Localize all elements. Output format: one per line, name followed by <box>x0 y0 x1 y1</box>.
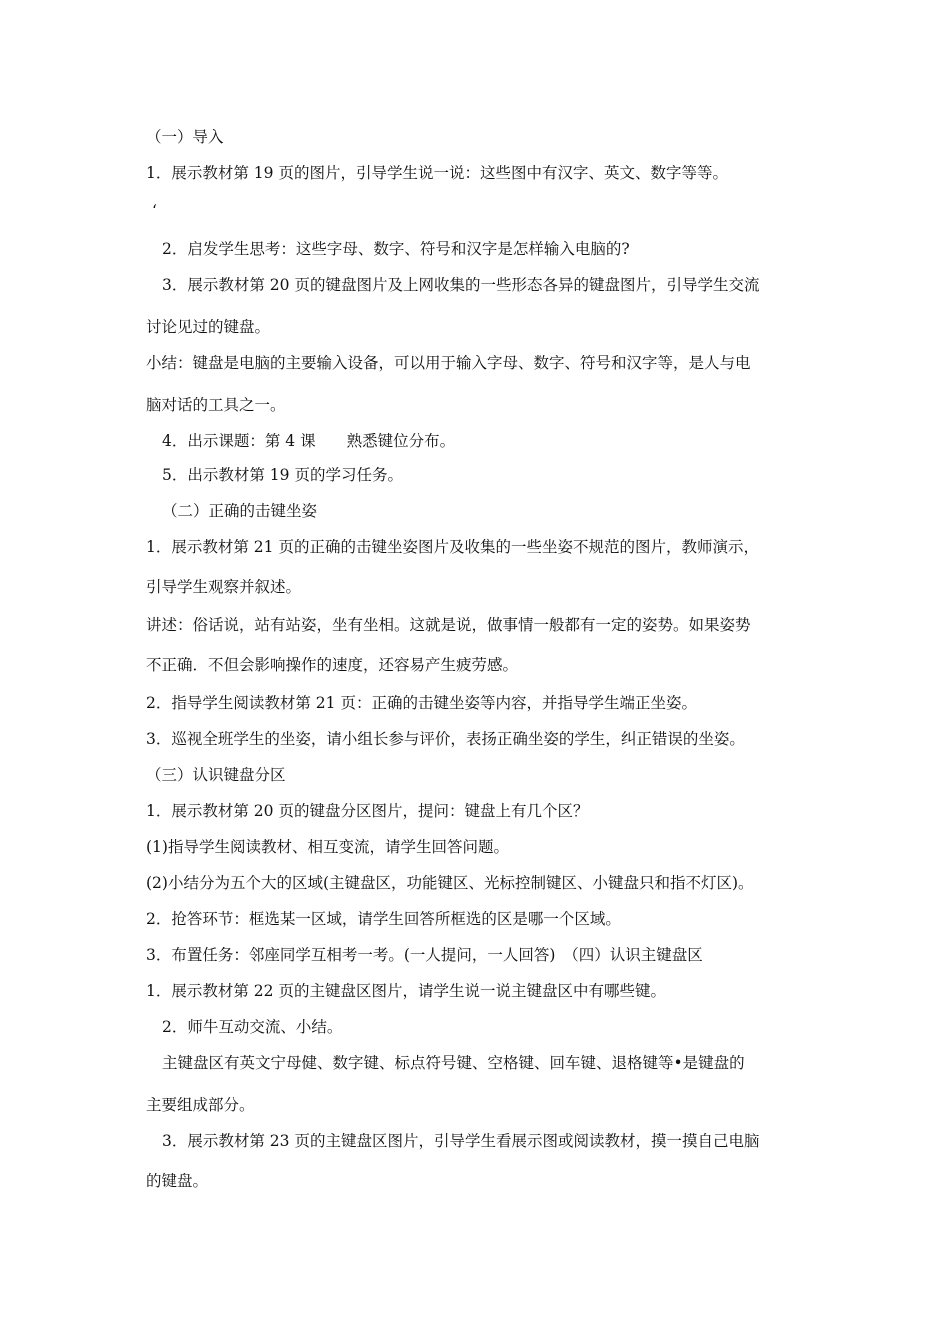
paragraph-line: 主要组成部分。 <box>146 1096 255 1114</box>
paragraph-line: 的键盘。 <box>146 1172 209 1190</box>
paragraph-line: 1．展示教材第 22 页的主键盘区图片，请学生说一说主键盘区中有哪些键。 <box>146 982 666 1000</box>
paragraph-line: 3．展示教材第 23 页的主键盘区图片，引导学生看展示图或阅读教材，摸一摸自己电脑 <box>162 1132 760 1150</box>
paragraph-line: 小结：键盘是电脑的主要输入设备，可以用于输入字母、数字、符号和汉字等，是人与电 <box>146 354 751 372</box>
paragraph-line: 2．启发学生思考：这些字母、数字、符号和汉字是怎样输入电脑的? <box>162 240 630 258</box>
paragraph-line: 3．巡视全班学生的坐姿，请小组长参与评价，表扬正确坐姿的学生，纠正错误的坐姿。 <box>146 730 745 748</box>
paragraph-line: (2)小结分为五个大的区域(主键盘区，功能键区、光标控制键区、小键盘只和指不灯区)。 <box>146 874 754 892</box>
stray-mark: ‘ <box>152 202 157 220</box>
paragraph-line: 1．展示教材第 19 页的图片，引导学生说一说：这些图中有汉字、英文、数字等等。 <box>146 164 728 182</box>
paragraph-line: 3．展示教材第 20 页的键盘图片及上网收集的一些形态各异的键盘图片，引导学生交流 <box>162 276 760 294</box>
section-heading-keyboard-zones: （三）认识键盘分区 <box>146 766 286 784</box>
section-heading-intro: （一）导入 <box>146 128 224 146</box>
paragraph-line: 引导学生观察并叙述。 <box>146 578 302 596</box>
paragraph-line: 5．出示教材第 19 页的学习任务。 <box>162 466 403 484</box>
paragraph-line: 脑对话的工具之一。 <box>146 396 286 414</box>
paragraph-line: 讨论见过的键盘。 <box>146 318 271 336</box>
section-heading-posture: （二）正确的击键坐姿 <box>162 502 318 520</box>
paragraph-line: 2．师牛互动交流、小结。 <box>162 1018 343 1036</box>
paragraph-line: (1)指导学生阅读教材、相互变流，请学生回答问题。 <box>146 838 509 856</box>
paragraph-line: 1．展示教材第 20 页的键盘分区图片，提问：键盘上有几个区？ <box>146 802 589 820</box>
paragraph-line: 2．指导学生阅读教材第 21 页：正确的击键坐姿等内容，并指导学生端正坐姿。 <box>146 694 697 712</box>
paragraph-line: 不正确．不但会影响操作的速度，还容易产生疲劳感。 <box>146 656 519 674</box>
paragraph-line: 4．出示课题：第 4 课 熟悉键位分布。 <box>162 432 456 450</box>
paragraph-line: 2．抢答环节：框选某一区域，请学生回答所框选的区是哪一个区域。 <box>146 910 621 928</box>
paragraph-line: 3．布置任务：邻座同学互相考一考。(一人提问，一人回答) （四）认识主键盘区 <box>146 946 703 964</box>
paragraph-line: 主键盘区有英文宁母健、数字键、标点符号键、空格键、回车键、退格键等•是键盘的 <box>162 1054 745 1072</box>
paragraph-line: 1．展示教材第 21 页的正确的击键坐姿图片及收集的一些坐姿不规范的图片，教师演示， <box>146 538 759 556</box>
paragraph-line: 讲述：俗话说，站有站姿，坐有坐相。这就是说，做事情一般都有一定的姿势。如果姿势 <box>146 616 751 634</box>
